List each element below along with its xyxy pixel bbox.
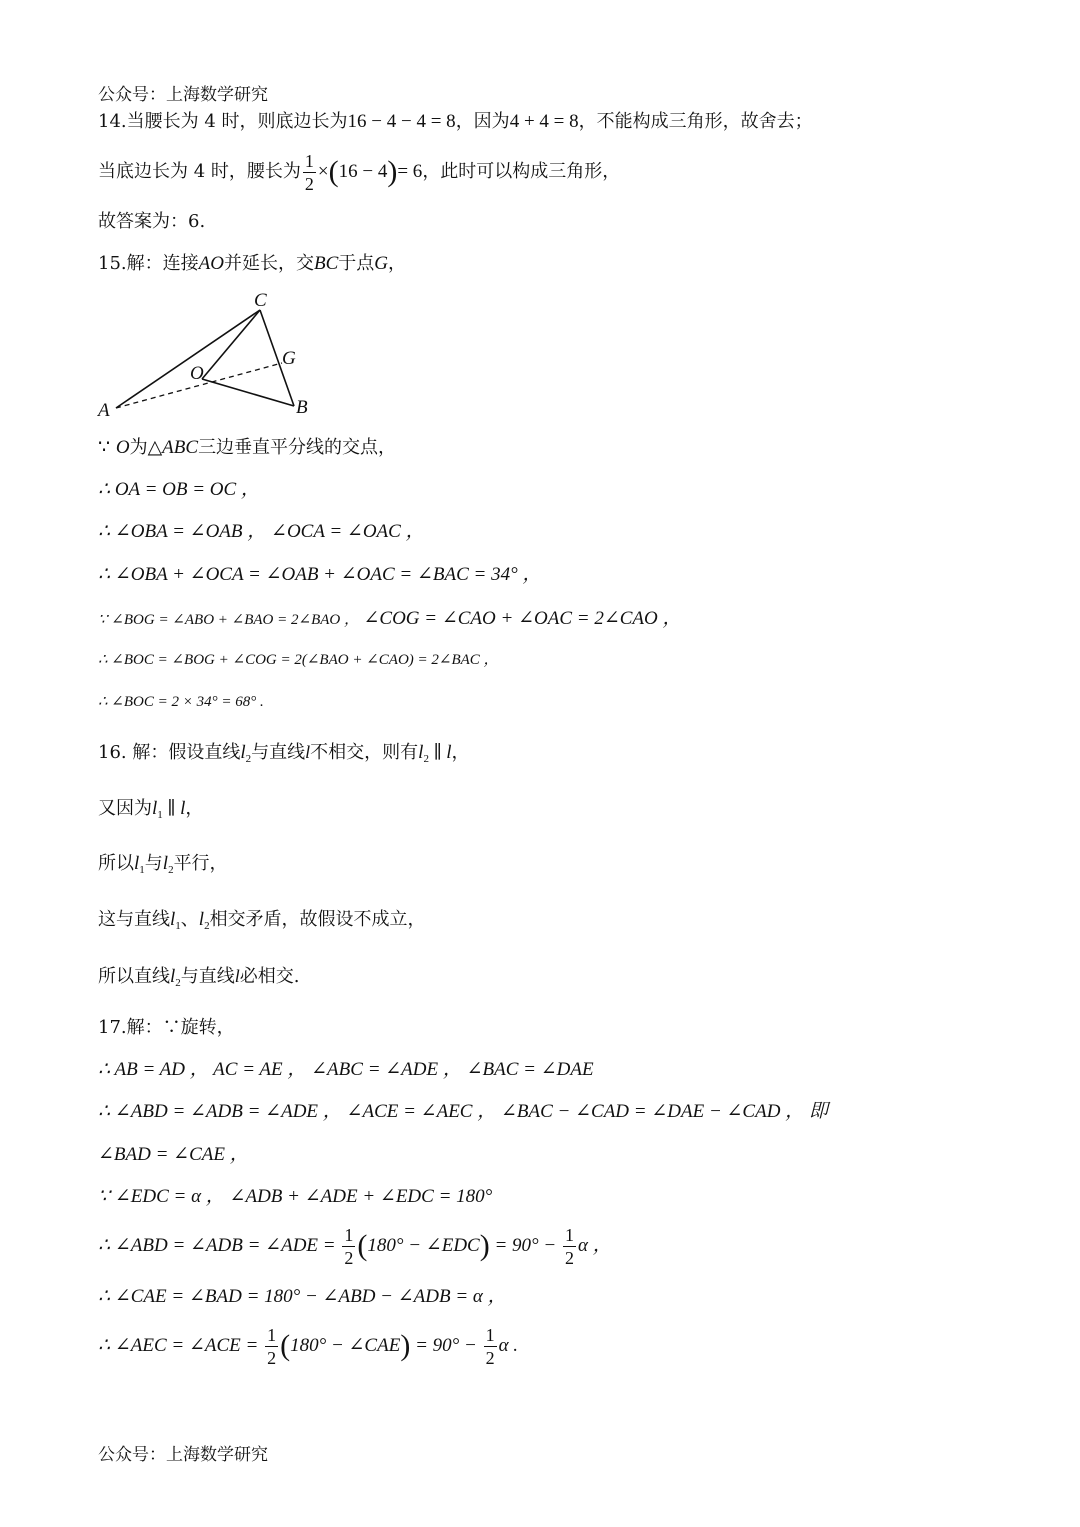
paren-open: (	[280, 1329, 291, 1362]
triangle-figure	[92, 286, 332, 421]
q14-expr: 16 − 4	[338, 161, 388, 182]
label-g: G	[282, 348, 296, 369]
q16-line-5	[98, 964, 300, 995]
q15-step-6: ∴ ∠BOC = ∠BOG + ∠COG = 2(∠BAO + ∠CAO) = 2∠BAC ，	[98, 652, 499, 668]
line-symbol: l	[418, 742, 424, 763]
fraction-half	[265, 1326, 278, 1367]
q17-line-3: ∴ ∠ABD = ∠ADB = ∠ADE ， ∠ACE = ∠AEC ， ∠BAC − ∠CAD = ∠DAE − ∠CAD ， 即	[98, 1101, 828, 1122]
header-source: 公众号：上海数学研究	[98, 85, 268, 105]
q17-expr: 180° − ∠CAE	[290, 1335, 401, 1356]
fraction-half	[563, 1226, 576, 1267]
paren-close: )	[479, 1229, 490, 1262]
q17-line-2: ∴ AB = AD ， AC = AE ， ∠ABC = ∠ADE ， ∠BAC = ∠DAE	[98, 1059, 594, 1080]
q17-expr: ∴ ∠AEC = ∠ACE =	[98, 1335, 259, 1356]
q17-line-4: ∠BAD = ∠CAE ，	[98, 1144, 249, 1165]
q17-expr: α ，	[577, 1235, 612, 1256]
q14-text: 当底边长为 4 时，腰长为	[98, 161, 301, 182]
parallel-symbol: ∥	[162, 798, 181, 818]
line-symbol: l	[234, 966, 240, 986]
paren-open: (	[357, 1229, 368, 1262]
fraction-numerator: 1	[564, 1225, 574, 1246]
q14-text: ，此时可以构成三角形，	[422, 161, 621, 182]
q17-line-8	[98, 1322, 518, 1370]
q16-text: 与	[144, 853, 163, 874]
q15-text: 于点	[338, 253, 375, 274]
fraction-half	[484, 1326, 497, 1367]
q17-line-1: 17.解：∵旋转，	[98, 1017, 235, 1038]
label-a: A	[98, 400, 110, 421]
fraction-numerator: 1	[304, 150, 314, 171]
because-symbol: ∵	[98, 437, 111, 458]
q15-symbol: AO	[198, 253, 224, 274]
subscript: 1	[157, 809, 163, 821]
paren-close: )	[387, 155, 398, 188]
q15-symbol: G	[374, 253, 388, 274]
segment-ob	[202, 379, 294, 406]
q15-text: 15.解：连接	[98, 253, 199, 274]
subscript: 2	[245, 753, 252, 765]
subscript: 1	[175, 920, 181, 932]
q16-text: 所以	[98, 853, 134, 874]
q16-text: 与直线	[251, 742, 306, 763]
q15-text: 为	[129, 437, 148, 458]
q17-line-6	[98, 1222, 612, 1270]
q15-text: ，	[387, 253, 406, 274]
q14-text: ，因为	[455, 111, 510, 132]
subscript: 2	[168, 864, 174, 876]
q15-step-5	[98, 606, 682, 632]
q17-expr: = 90° −	[415, 1335, 477, 1356]
subscript: 2	[423, 753, 429, 765]
line-symbol: l	[446, 742, 452, 763]
q14-line-3: 故答案为：6.	[98, 211, 206, 232]
label-b: B	[296, 397, 308, 418]
q15-step-1	[98, 436, 396, 460]
fraction-denominator: 2	[485, 1348, 495, 1369]
line-symbol: l	[162, 853, 169, 874]
line-symbol: l	[134, 853, 140, 874]
q14-expr: = 6	[397, 161, 423, 182]
q14-expr: 4 + 4 = 8	[509, 111, 579, 132]
q15-step-3: ∴ ∠OBA = ∠OAB ， ∠OCA = ∠OAC ，	[98, 521, 425, 542]
q16-line-1	[98, 740, 470, 771]
footer-source: 公众号：上海数学研究	[98, 1445, 268, 1465]
fraction-numerator: 1	[267, 1325, 277, 1346]
q14-line-1	[98, 110, 813, 134]
q15-step-7: ∴ ∠BOC = 2 × 34° = 68° .	[98, 694, 264, 710]
fraction-denominator: 2	[564, 1248, 574, 1269]
q16-text: 平行，	[173, 853, 228, 874]
q14-text: 14.当腰长为 4 时，则底边长为	[98, 111, 348, 132]
q15-step-2: ∴ OA = OB = OC ，	[98, 479, 260, 500]
q16-text: 又因为	[98, 798, 152, 819]
parallel-symbol: ∥	[428, 742, 447, 762]
line-symbol: l	[170, 966, 176, 987]
fraction-denominator: 2	[304, 173, 314, 194]
fraction-denominator: 2	[267, 1348, 277, 1369]
q15-step-4: ∴ ∠OBA + ∠OCA = ∠OAB + ∠OAC = ∠BAC = 34° ，	[98, 564, 542, 585]
line-symbol: l	[240, 742, 246, 763]
paren-open: (	[328, 155, 339, 188]
fraction-half	[342, 1226, 355, 1267]
fraction-numerator: 1	[485, 1325, 495, 1346]
line-symbol: l	[180, 798, 186, 819]
q16-text: 相交矛盾，故假设不成立，	[209, 909, 426, 930]
q17-line-5: ∵ ∠EDC = α ， ∠ADB + ∠ADE + ∠EDC = 180°	[98, 1186, 493, 1207]
line-symbol: l	[170, 909, 176, 930]
fraction-denominator: 2	[344, 1248, 354, 1269]
q16-text: 这与直线	[98, 909, 170, 930]
q16-text: ，	[185, 798, 204, 819]
edge-ac	[116, 310, 260, 408]
label-c: C	[254, 290, 267, 311]
q16-text: 与直线	[180, 966, 235, 987]
q17-expr: = 90° −	[494, 1235, 557, 1256]
times-sign: ×	[317, 161, 329, 182]
q17-expr: ∴ ∠ABD = ∠ADB = ∠ADE =	[98, 1235, 336, 1256]
q16-text: 16. 解：假设直线	[98, 742, 241, 763]
q17-line-7: ∴ ∠CAE = ∠BAD = 180° − ∠ABD − ∠ADB = α ，	[98, 1286, 507, 1307]
line-symbol: l	[305, 742, 311, 762]
q14-line-2	[98, 148, 620, 196]
q14-text: ，不能构成三角形，故舍去；	[578, 111, 813, 132]
q16-text: 所以直线	[98, 966, 170, 987]
q15-text: 并延长，交	[223, 253, 314, 274]
paren-close: )	[400, 1329, 411, 1362]
fraction-half	[303, 152, 316, 193]
label-o: O	[190, 363, 204, 384]
line-symbol: l	[198, 909, 205, 930]
q15-text: 三边垂直平分线的交点，	[198, 437, 397, 458]
q15-symbol: O	[115, 437, 130, 458]
q16-line-4	[98, 908, 426, 938]
subscript: 2	[204, 920, 210, 932]
q16-text: 必相交.	[239, 966, 300, 987]
q17-expr: 180° − ∠EDC	[367, 1235, 480, 1256]
q16-line-3	[98, 852, 228, 882]
line-symbol: l	[152, 798, 158, 819]
q17-expr: α .	[498, 1335, 519, 1356]
q16-line-2	[98, 796, 203, 827]
subscript: 2	[175, 977, 181, 989]
triangle-symbol: △ABC	[147, 437, 199, 458]
q15-symbol: BC	[313, 253, 339, 274]
q14-expr: 16 − 4 − 4 = 8	[347, 111, 456, 132]
q16-text: 、	[180, 909, 199, 930]
q16-text: 不相交，则有	[310, 742, 419, 763]
fraction-numerator: 1	[344, 1225, 354, 1246]
q15-line-1	[98, 252, 406, 276]
q16-text: ，	[451, 742, 470, 763]
q15-expr-small: ∵ ∠BOG = ∠ABO + ∠BAO = 2∠BAO ，	[98, 612, 359, 628]
q15-expr: ∠COG = ∠CAO + ∠OAC = 2∠CAO ，	[363, 608, 682, 629]
subscript: 1	[139, 864, 145, 876]
